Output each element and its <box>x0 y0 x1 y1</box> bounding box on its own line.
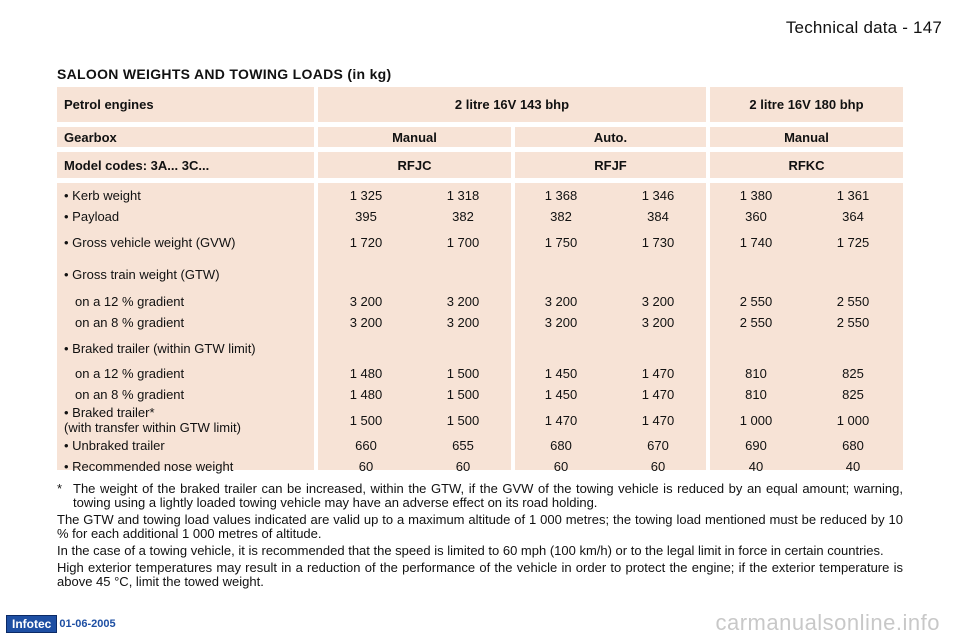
section-title: SALOON WEIGHTS AND TOWING LOADS (in kg) <box>57 66 392 82</box>
row-value: 1 700 <box>446 234 480 250</box>
row-value: 3 200 <box>349 315 383 330</box>
row-value: 1 480 <box>349 387 383 402</box>
row-value: 690 <box>745 438 767 453</box>
row-label: • Gross train weight (GTW) <box>64 266 220 282</box>
row-value: 40 <box>748 459 764 474</box>
engine-2-header: 2 litre 16V 180 bhp <box>749 97 864 112</box>
row-value: 3 200 <box>349 294 383 309</box>
table-row <box>57 405 903 435</box>
row-value: 2 550 <box>836 294 870 309</box>
watermark: carmanualsonline.info <box>715 610 940 635</box>
model-code-2: RFJF <box>594 157 627 173</box>
footer <box>6 615 116 633</box>
row-value: 1 500 <box>446 387 480 402</box>
row-value: 3 200 <box>446 294 480 309</box>
row-value: 1 500 <box>446 412 480 428</box>
note-altitude: The GTW and towing load values indicated are valid up to a maximum altitude of 1 000 metres; the towing load mentioned must be reduced by 10 % for each additional 1 000 metres of altitude. <box>57 512 903 541</box>
gearbox-row <box>57 127 903 147</box>
row-value: 1 730 <box>641 234 675 250</box>
table-row <box>57 257 903 291</box>
page-header: Technical data - 147 <box>785 18 942 37</box>
row-label: on an 8 % gradient <box>75 315 185 330</box>
row-value: 825 <box>842 387 864 402</box>
engine-header-label: Petrol engines <box>64 97 154 112</box>
row-value: 1 368 <box>544 188 578 203</box>
gearbox-1: Manual <box>392 129 437 145</box>
row-value: 2 550 <box>739 315 773 330</box>
row-value: 1 325 <box>349 188 383 203</box>
row-value: 3 200 <box>446 315 480 330</box>
row-value: 1 361 <box>836 188 870 203</box>
table-row <box>57 312 903 333</box>
table-body <box>57 183 903 474</box>
gearbox-3: Manual <box>784 129 829 145</box>
row-value: 1 000 <box>739 412 773 428</box>
row-label: • Braked trailer* (with transfer within GTW limit) <box>64 405 241 435</box>
row-value: 60 <box>553 459 569 474</box>
note-speed: In the case of a towing vehicle, it is recommended that the speed is limited to 60 mph (100 km/h) or to the legal limit in force in certain countries. <box>57 543 884 558</box>
infotec-logo: Infotec <box>6 615 57 633</box>
row-value: 1 346 <box>641 188 675 203</box>
row-value: 1 470 <box>641 412 675 428</box>
row-value: 3 200 <box>544 294 578 309</box>
row-label: • Braked trailer (within GTW limit) <box>64 340 256 356</box>
row-value: 810 <box>745 387 767 402</box>
row-value: 1 318 <box>446 188 480 203</box>
row-value: 382 <box>550 209 572 224</box>
notes <box>57 482 903 592</box>
gearbox-2: Auto. <box>593 129 628 145</box>
row-value: 1 750 <box>544 234 578 250</box>
model-code-1: RFJC <box>397 157 432 173</box>
row-value: 3 200 <box>544 315 578 330</box>
row-label: • Kerb weight <box>64 188 141 203</box>
engine-1-header: 2 litre 16V 143 bhp <box>454 97 570 112</box>
row-value: 1 480 <box>349 366 383 381</box>
row-value: 3 200 <box>641 294 675 309</box>
table-row <box>57 333 903 363</box>
row-value: 60 <box>455 459 471 474</box>
row-label: on a 12 % gradient <box>75 294 185 309</box>
table-row <box>57 384 903 405</box>
row-label: on a 12 % gradient <box>75 366 185 381</box>
row-value: 810 <box>745 366 767 381</box>
row-label: • Recommended nose weight <box>64 459 234 474</box>
row-value: 660 <box>355 438 377 453</box>
table-row <box>57 185 903 206</box>
row-value: 1 450 <box>544 387 578 402</box>
row-value: 382 <box>452 209 474 224</box>
row-value: 1 450 <box>544 366 578 381</box>
weights-table <box>57 87 903 474</box>
table-row <box>57 435 903 456</box>
row-value: 825 <box>842 366 864 381</box>
footnote-text: The weight of the braked trailer can be increased, within the GTW, if the GVW of the towing vehicle is reduced by an equal amount; warning, towing using a lightly loaded towing vehicle may have an adverse effect on its road holding. <box>73 481 903 510</box>
row-value: 364 <box>842 209 864 224</box>
row-value: 360 <box>745 209 767 224</box>
row-value: 3 200 <box>641 315 675 330</box>
row-value: 1 725 <box>836 234 870 250</box>
footnote <box>57 482 903 510</box>
row-value: 1 380 <box>739 188 773 203</box>
model-code-3: RFKC <box>788 157 825 173</box>
row-value: 395 <box>355 209 377 224</box>
model-codes-row <box>57 152 903 178</box>
row-value: 60 <box>650 459 666 474</box>
row-value: 1 500 <box>446 366 480 381</box>
table-row <box>57 456 903 477</box>
row-label: • Gross vehicle weight (GVW) <box>64 234 236 250</box>
model-codes-label: Model codes: 3A... 3C... <box>64 157 210 173</box>
row-value: 1 470 <box>641 387 675 402</box>
footnote-marker: * <box>57 481 63 496</box>
table-row <box>57 206 903 227</box>
table-row <box>57 363 903 384</box>
gearbox-label: Gearbox <box>64 129 117 145</box>
row-value: 2 550 <box>836 315 870 330</box>
row-label: • Unbraked trailer <box>64 438 165 453</box>
row-value: 1 470 <box>641 366 675 381</box>
table-row <box>57 291 903 312</box>
row-value: 2 550 <box>739 294 773 309</box>
footer-date: 01-06-2005 <box>59 618 116 630</box>
table-row <box>57 227 903 257</box>
row-value: 60 <box>358 459 374 474</box>
row-value: 40 <box>845 459 861 474</box>
row-value: 670 <box>647 438 669 453</box>
note-temperature: High exterior temperatures may result in a reduction of the performance of the vehicle in order to protect the engine; if the exterior temperature is above 45 °C, limit the towed weight. <box>57 560 903 589</box>
row-value: 384 <box>647 209 669 224</box>
row-value: 1 000 <box>836 412 870 428</box>
row-value: 1 740 <box>739 234 773 250</box>
row-value: 680 <box>842 438 864 453</box>
row-value: 1 720 <box>349 234 383 250</box>
row-value: 1 500 <box>349 412 383 428</box>
row-label: on an 8 % gradient <box>75 387 185 402</box>
row-value: 655 <box>452 438 474 453</box>
row-label: • Payload <box>64 209 120 224</box>
row-value: 1 470 <box>544 412 578 428</box>
engine-header-row <box>57 87 903 122</box>
row-value: 680 <box>550 438 572 453</box>
